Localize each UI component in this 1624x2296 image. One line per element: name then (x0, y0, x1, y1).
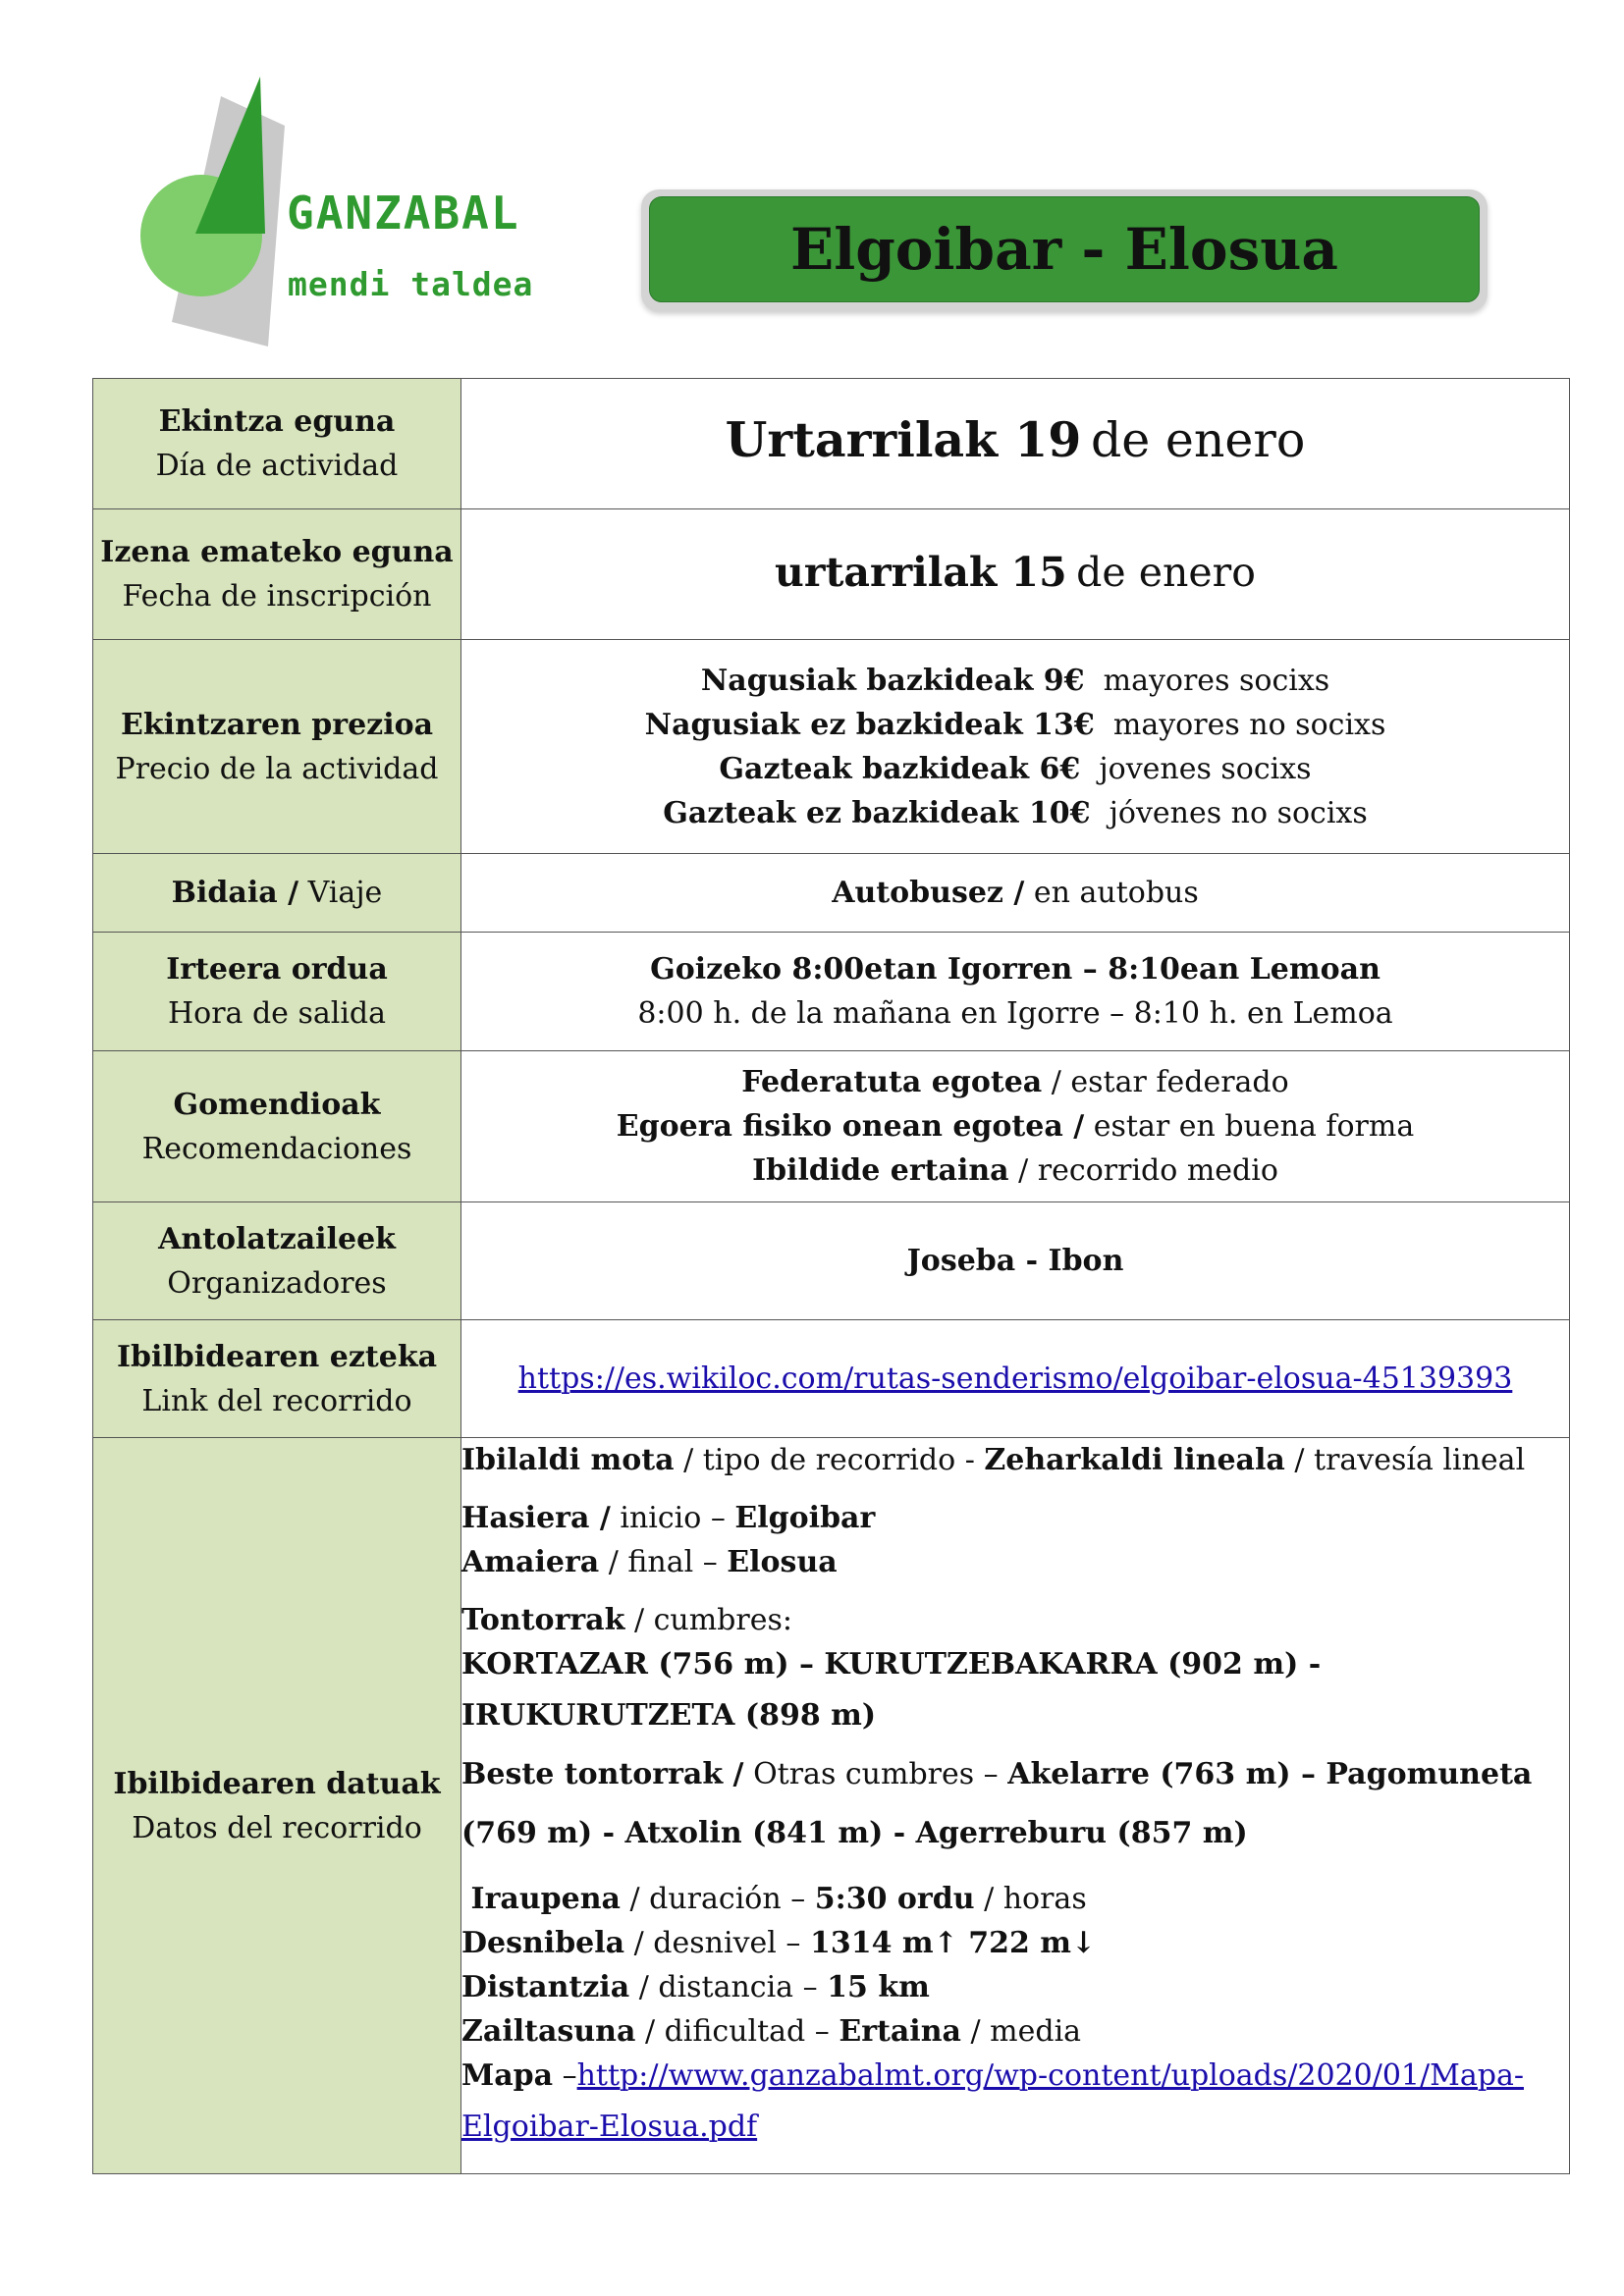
row-date (93, 379, 1570, 509)
route-duration: Iraupena / duración – 5:30 ordu / horas (470, 1882, 1087, 1916)
row-route-link (93, 1320, 1570, 1438)
label-es: Viaje (307, 876, 383, 910)
label-eu: Ibilbidearen datuak (113, 1766, 441, 1801)
logo-subtitle: mendi taldea (288, 265, 534, 303)
price-line: Nagusiak ez bazkideak 13€ mayores no socixs (644, 707, 1386, 742)
label-eu: Irteera ordua (166, 952, 388, 987)
page-title: Elgoibar - Elosua (790, 216, 1338, 283)
label-es: Fecha de inscripción (122, 579, 432, 614)
logo-name: GANZABAL (287, 187, 520, 240)
row-route-data (93, 1438, 1570, 2174)
label-es: Organizadores (167, 1265, 387, 1301)
route-details (461, 1438, 1570, 2174)
route-map: Mapa –http://www.ganzabalmt.org/wp-content/uploads/2020/01/Mapa- (461, 2058, 1524, 2093)
label-eu: Ekintza eguna (158, 404, 396, 439)
label-es: Precio de la actividad (115, 751, 439, 786)
title-banner (641, 189, 1488, 311)
route-end: Amaiera / final – Elosua (461, 1545, 838, 1579)
route-peaks-list: IRUKURUTZETA (898 m) (461, 1698, 877, 1733)
recommendation-line: Federatuta egotea / estar federado (741, 1065, 1289, 1099)
date-value-es: de enero (1090, 412, 1306, 468)
label-eu: Ekintzaren prezioa (120, 707, 434, 742)
label-es: Recomendaciones (141, 1131, 412, 1166)
label-eu: Antolatzaileek (158, 1221, 396, 1256)
recommendation-line: Ibildide ertaina / recorrido medio (752, 1153, 1278, 1188)
wikiloc-link[interactable]: https://es.wikiloc.com/rutas-senderismo/elgoibar-elosua-45139393 (517, 1362, 1513, 1396)
signup-value-es: de enero (1076, 548, 1256, 596)
row-recommendations (93, 1051, 1570, 1202)
trip-value-eu: Autobusez / (832, 876, 1025, 910)
route-difficulty: Zailtasuna / dificultad – Ertaina / media (461, 2014, 1082, 2049)
label-es: Hora de salida (167, 996, 387, 1031)
route-start: Hasiera / inicio – Elgoibar (461, 1501, 876, 1535)
row-trip (93, 854, 1570, 933)
route-distance: Distantzia / distancia – 15 km (461, 1970, 930, 2004)
route-peaks-list: KORTAZAR (756 m) – KURUTZEBAKARRA (902 m) - (461, 1647, 1322, 1682)
label-eu: Bidaia / (171, 876, 299, 910)
price-line: Nagusiak bazkideak 9€ mayores socixs (700, 663, 1330, 698)
map-link[interactable]: Elgoibar-Elosua.pdf (461, 2109, 758, 2144)
departure-es: 8:00 h. de la mañana en Igorre – 8:10 h. en Lemoa (637, 996, 1393, 1031)
date-value-eu: Urtarrilak 19 (725, 411, 1082, 468)
label-es: Link del recorrido (141, 1383, 412, 1418)
departure-eu: Goizeko 8:00etan Igorren – 8:10ean Lemoan (650, 952, 1380, 987)
route-peaks: Tontorrak / cumbres: (461, 1603, 792, 1637)
route-other-peaks: Beste tontorrak / Otras cumbres – Akelarre (763 m) – Pagomuneta (461, 1757, 1533, 1791)
row-organizers (93, 1202, 1570, 1320)
ganzabal-logo (133, 77, 574, 351)
route-other-peaks-list: (769 m) - Atxolin (841 m) - Agerreburu (857 m) (461, 1816, 1248, 1850)
organizers-value: Joseba - Ibon (906, 1244, 1124, 1278)
activity-table (92, 378, 1570, 2174)
route-elevation: Desnibela / desnivel – 1314 m↑ 722 m↓ (461, 1926, 1097, 1960)
map-link[interactable]: http://www.ganzabalmt.org/wp-content/uploads/2020/01/Mapa- (576, 2058, 1524, 2093)
signup-value-eu: urtarrilak 15 (775, 548, 1067, 596)
row-signup (93, 509, 1570, 640)
price-line: Gazteak bazkideak 6€ jovenes socixs (719, 751, 1312, 786)
trip-value-es: en autobus (1033, 876, 1199, 910)
row-price (93, 640, 1570, 854)
label-es: Datos del recorrido (132, 1810, 422, 1845)
label-es: Día de actividad (155, 449, 399, 483)
price-line: Gazteak ez bazkideak 10€ jóvenes no socixs (663, 795, 1368, 830)
label-eu: Ibilbidearen ezteka (116, 1339, 438, 1374)
label-eu: Izena emateko eguna (100, 535, 454, 569)
label-eu: Gomendioak (173, 1087, 381, 1122)
route-type: Ibilaldi mota / tipo de recorrido - Zeharkaldi lineala / travesía lineal (461, 1443, 1526, 1477)
row-departure (93, 933, 1570, 1051)
recommendation-line: Egoera fisiko onean egotea / estar en buena forma (616, 1109, 1415, 1144)
